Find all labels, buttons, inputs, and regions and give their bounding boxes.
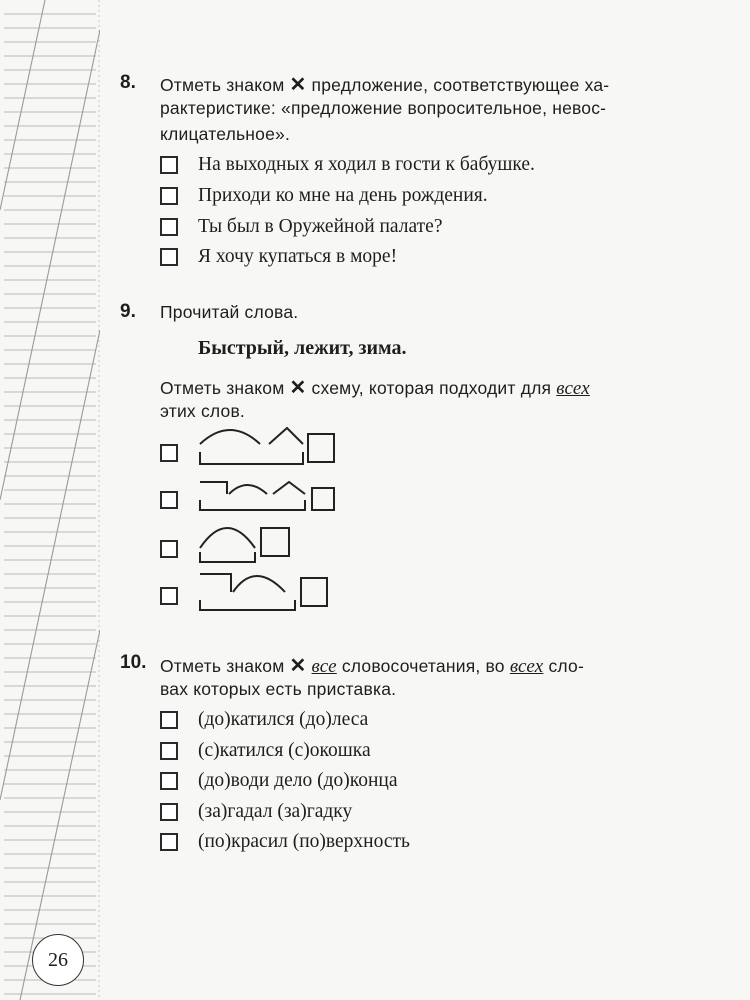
emphasis-word: всех [509,656,544,677]
notebook-margin [0,0,100,1000]
instruction-text: схему, которая подходит для [311,378,552,398]
task-9-words: Быстрый, лежит, зима. [198,337,407,359]
task-10-option-4-checkbox[interactable] [160,803,178,821]
word-scheme-1 [195,422,340,470]
task-8-option-2-checkbox[interactable] [160,187,178,205]
task-9-intro: Прочитай слова. [160,302,299,322]
task-8-option-1-checkbox[interactable] [160,156,178,174]
task-9-instruction-line2: этих слов. [160,401,245,421]
task-8-option-1-text: На выходных я ходил в гости к бабушке. [198,154,535,175]
task-10-instruction-line1 [160,653,584,678]
task-10-option-4-text: (за)гадал (за)гадку [198,801,353,822]
task-9-scheme-1-checkbox[interactable] [160,444,178,462]
task-8-instruction-line1 [160,72,609,97]
instruction-text: Отметь знаком [160,656,285,676]
word-scheme-4 [195,566,335,614]
task-8-option-2-text: Приходи ко мне на день рождения. [198,185,488,206]
task-10-option-3-checkbox[interactable] [160,772,178,790]
task-10-option-1-checkbox[interactable] [160,711,178,729]
task-9-scheme-2-checkbox[interactable] [160,491,178,509]
task-8-option-3-checkbox[interactable] [160,218,178,236]
cross-mark-icon: ✕ [289,377,307,399]
task-10-instruction-line2: вах которых есть приставка. [160,679,397,699]
task-8-instruction-line2: рактеристике: «предложение вопросительное, невос- [160,98,607,118]
task-8-instruction-line3: клицательное». [160,124,291,144]
task-10-option-5-checkbox[interactable] [160,833,178,851]
instruction-text: словосочетания, во [341,656,505,676]
task-10-option-2-text: (с)катился (с)окошка [198,740,371,761]
task-8-number: 8. [120,72,136,93]
task-9-scheme-4-checkbox[interactable] [160,587,178,605]
cross-mark-icon: ✕ [289,74,307,96]
task-8-option-3-text: Ты был в Оружейной палате? [198,216,443,237]
task-8-option-4-checkbox[interactable] [160,248,178,266]
task-8-option-4-text: Я хочу купаться в море! [198,246,398,267]
task-9-instruction-line1 [160,375,590,400]
word-scheme-2 [195,476,340,518]
cross-mark-icon: ✕ [289,655,307,677]
task-10-option-5-text: (по)красил (по)верхность [198,831,410,852]
instruction-text: сло- [548,656,585,676]
instruction-text: Отметь знаком [160,378,285,398]
emphasis-word: всех [556,378,590,399]
task-10-number: 10. [120,652,147,673]
task-9-scheme-3-checkbox[interactable] [160,540,178,558]
task-9-number: 9. [120,301,136,322]
instruction-text: Отметь знаком [160,75,285,95]
task-10-option-1-text: (до)катился (до)леса [198,709,369,730]
instruction-text: предложение, соответствующее ха- [311,75,610,95]
task-10-option-3-text: (до)води дело (до)конца [198,770,398,791]
word-scheme-3 [195,516,295,566]
emphasis-word: все [311,656,337,677]
page-number: 26 [48,949,68,971]
page-number-badge [32,934,84,986]
task-10-option-2-checkbox[interactable] [160,742,178,760]
